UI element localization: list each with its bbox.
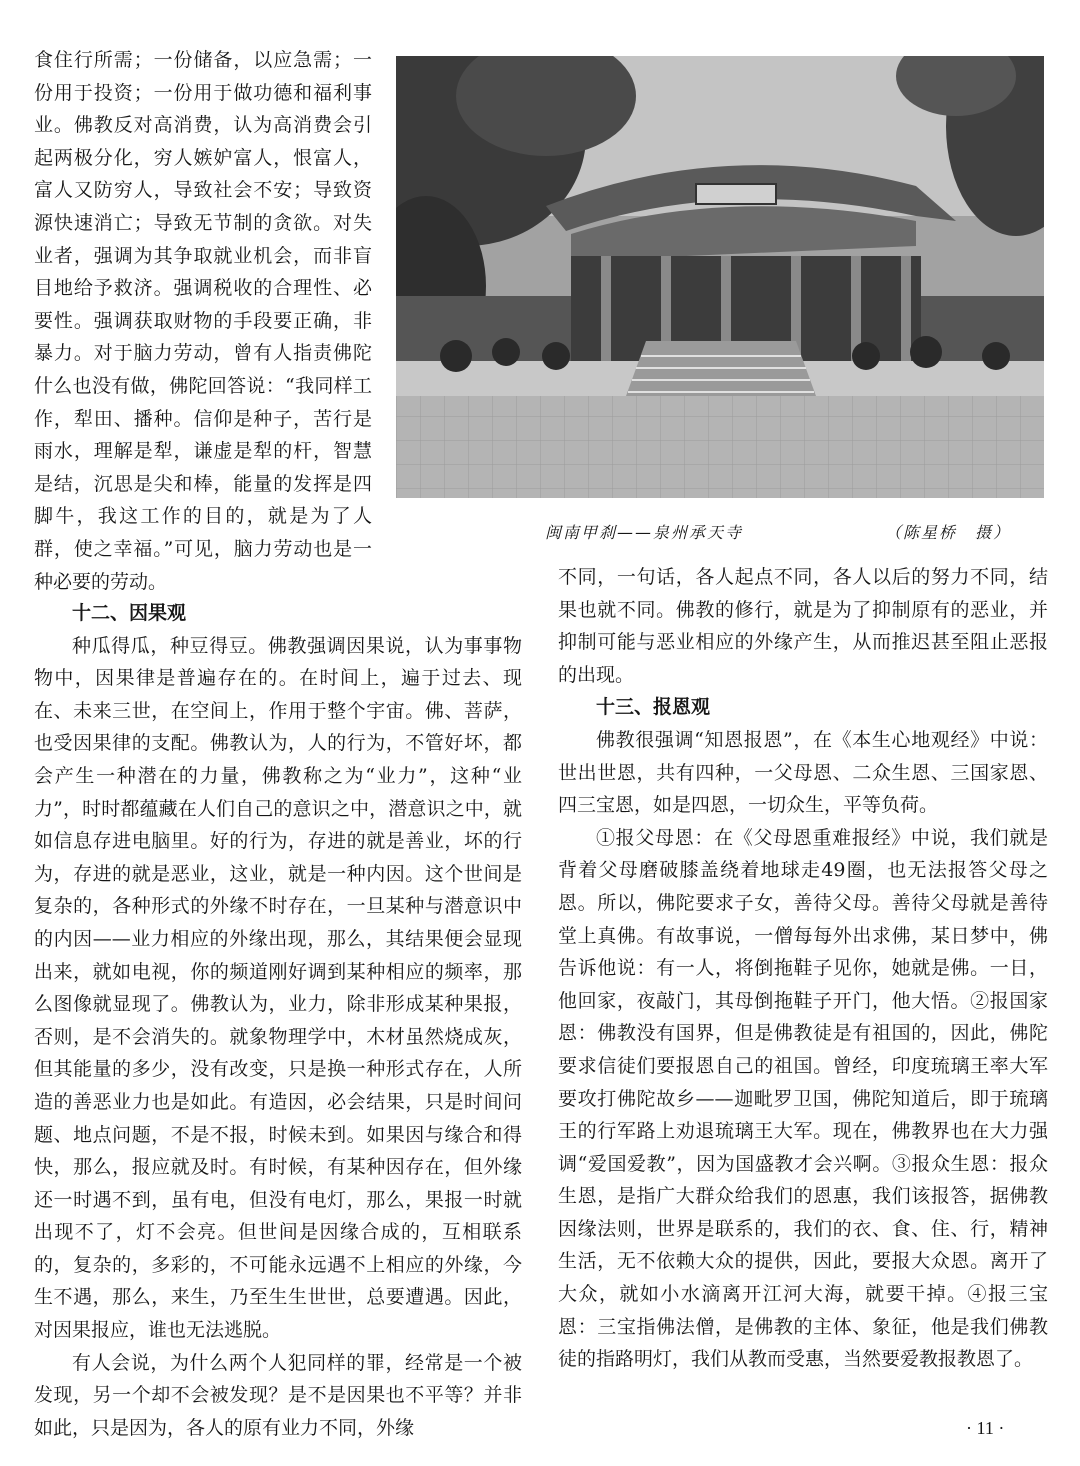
paragraph: ①报父母恩：在《父母恩重难报经》中说，我们就是背着父母磨破膝盖绕着地球走49圈，也无法报答父母之恩。所以，佛陀要求子女，善待父母。善待父母就是善待堂上真佛。有故事说，一僧每每外出求佛，某日梦中，佛告诉他说：有一人，将倒拖鞋子见你，她就是佛。一日，他回家，夜敲门，其母倒拖鞋子开门，他大悟。②报国家恩：佛教没有国界，但是佛教徒是有祖国的，因此，佛陀要求信徒们要报恩自己的祖国。曾经，印度琉璃王率大军要攻打佛陀故乡——迦毗罗卫国，佛陀知道后，即于琉璃王的行军路上劝退琉璃王大军。现在，佛教界也在大力强调“爱国爱教”，因为国盛教才会兴啊。③报众生恩：报众生恩，是指广大群众给我们的恩惠，我们该报答，据佛教因缘法则，世界是联系的，我们的衣、食、住、行，精神生活，无不依赖大众的提供，因此，要报大众恩。离开了大众，就如小水滴离开江河大海，就要干掉。④报三宝恩：三宝指佛法僧，是佛教的主体、象征，他是我们佛教徒的指路明灯，我们从教而受惠，当然要爱教报教恩了。: [558, 826, 1048, 1371]
paragraph: 种瓜得瓜，种豆得豆。佛教强调因果说，认为事事物物中，因果律是普遍存在的。在时间上，遍于过去、现在、未来三世，在空间上，作用于整个宇宙。佛、菩萨，也受因果律的支配。佛教认为，人的行为，不管好坏，都会产生一种潜在的力量，佛教称之为“业力”，这种“业力”，时时都蕴藏在人们自己的意识之中，潜意识之中，就如信息存进电脑里。好的行为，存进的就是善业，坏的行为，存进的就是恶业，这业，就是一种内因。这个世间是复杂的，各种形式的外缘不时存在，一旦某种与潜意识中的内因——业力相应的外缘出现，那么，其结果便会显现出来，就如电视，你的频道刚好调到某种相应的频率，那么图像就显现了。佛教认为，业力，除非形成某种果报，否则，是不会消失的。就象物理学中，木材虽然烧成灰，但其能量的多少，没有改变，只是换一种形式存在，人所造的善恶业力也是如此。有造因，必会结果，只是时间问题、地点问题，不是不报，时候未到。如果因与缘合和得快，那么，报应就及时。有时候，有某种因存在，但外缘还一时遇不到，虽有电，但没有电灯，那么，果报一时就出现不了，灯不会亮。但世间是因缘合成的，互相联系的，复杂的，多彩的，不可能永远遇不上相应的外缘，今生不遇，那么，来生，乃至生生世世，总要遭遇。因此，对因果报应，谁也无法逃脱。: [34, 634, 522, 1342]
left-column-top: [34, 44, 372, 598]
temple-photo: [396, 56, 1044, 498]
paragraph: 食住行所需；一份储备，以应急需；一份用于投资；一份用于做功德和福利事业。佛教反对高消费，认为高消费会引起两极分化，穷人嫉妒富人，恨富人，富人又防穷人，导致社会不安；导致资源快速消亡；导致无节制的贪欲。对失业者，强调为其争取就业机会，而非盲目地给予救济。强调税收的合理性、必要性。强调获取财物的手段要正确，非暴力。对于脑力劳动，曾有人指责佛陀什么也没有做，佛陀回答说：“我同样工作，犁田、播种。信仰是种子，苦行是雨水，理解是犁，谦虚是犁的杆，智慧是结，沉思是尖和棒，能量的发挥是四脚牛，我这工作的目的，就是为了人群，使之幸福。”可见，脑力劳动也是一种必要的劳动。: [34, 49, 372, 593]
caption-credit: （陈星桥 摄）: [885, 523, 1012, 542]
paragraph: 不同，一句话，各人起点不同，各人以后的努力不同，结果也就不同。佛教的修行，就是为了抑制原有的恶业，并抑制可能与恶业相应的外缘产生，从而推迟甚至阻止恶报的出现。: [558, 566, 1048, 686]
photo-caption: [540, 520, 1040, 544]
right-column: [558, 561, 1048, 1376]
section-heading: 十二、因果观: [72, 602, 187, 624]
caption-title: 闽南甲刹——泉州承天寺: [545, 523, 744, 542]
paragraph: 有人会说，为什么两个人犯同样的罪，经常是一个被发现，另一个却不会被发现？是不是因果也不平等？并非如此，只是因为，各人的原有业力不同，外缘: [34, 1351, 522, 1439]
section-heading: 十三、报恩观: [596, 696, 711, 719]
left-column-bottom: [34, 597, 522, 1444]
page-number: · 11 ·: [966, 1418, 1005, 1438]
paragraph: 佛教很强调“知恩报恩”，在《本生心地观经》中说：世出世恩，共有四种，一父母恩、二众生恩、三国家恩、四三宝恩，如是四恩，一切众生，平等负荷。: [558, 728, 1048, 817]
